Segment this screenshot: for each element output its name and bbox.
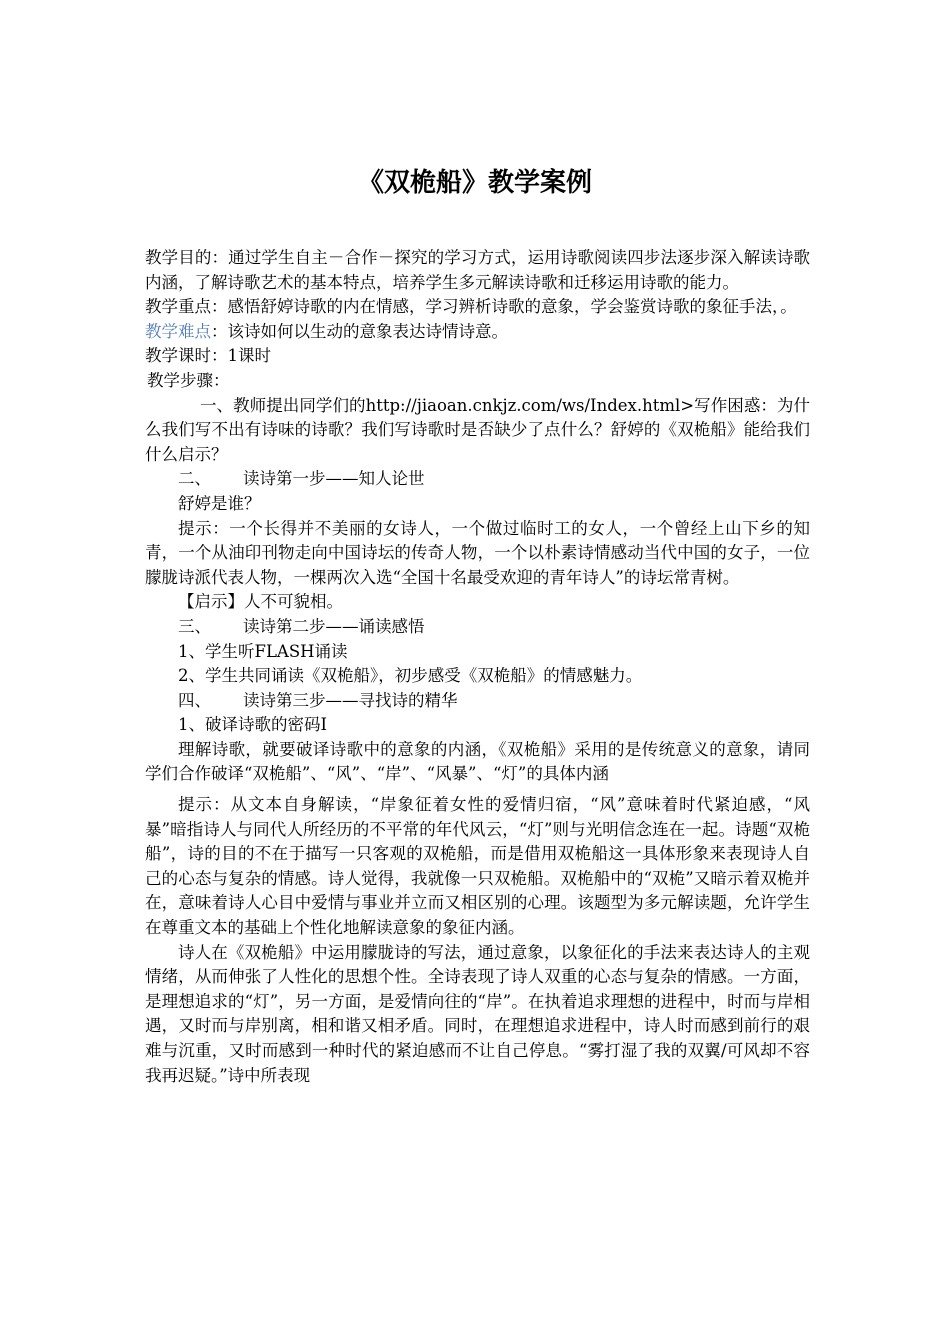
teaching-key-point: 教学重点：感悟舒婷诗歌的内在情感，学习辨析诗歌的意象，学会鉴赏诗歌的象征手法，。 (145, 297, 797, 317)
step-4-number: 四、 (178, 690, 211, 710)
decode-paragraph: 理解诗歌，就要破译诗歌中的意象的内涵，《双桅船》采用的是传统意义的意象，请同学们合作破译“双桅船”、“风”、“岸”、“风暴”、“灯”的具体内涵 (145, 739, 810, 784)
insight-line: 【启示】人不可貌相。 (178, 592, 343, 612)
poet-paragraph: 诗人在《双桅船》中运用朦胧诗的写法，通过意象，以象征化的手法来表达诗人的主观情绪，从而伸张了人性化的思想个性。全诗表现了诗人双重的心态与复杂的情感。一方面，是理想追求的“灯”，另一方面，是爱情向往的“岸”。在执着追求理想的进程中，时而与岸相遇，又时而与岸别离，相和谐又相矛盾。同时，在理想追求进程中，诗人时而感到前行的艰难与沉重，又时而感到一种时代的紧迫感而不让自己停息。“雾打湿了我的双翼/可风却不容我再迟疑。”诗中所表现 (145, 942, 810, 1085)
difficulty-label[interactable]: 教学难点 (145, 321, 211, 341)
who-question: 舒婷是谁？ (178, 493, 261, 513)
teaching-difficulty (145, 320, 810, 345)
step-2-heading (145, 467, 810, 492)
step-3-number: 三、 (178, 616, 211, 636)
teaching-goal: 教学目的：通过学生自主－合作－探究的学习方式，运用诗歌阅读四步法逐步深入解读诗歌内涵，了解诗歌艺术的基本特点，培养学生多元解读诗歌和迁移运用诗歌的能力。 (145, 248, 810, 292)
step-3-heading (145, 615, 810, 640)
hint-1-paragraph: 提示：一个长得并不美丽的女诗人，一个做过临时工的女人，一个曾经上山下乡的知青，一个从油印刊物走向中国诗坛的传奇人物，一个以朴素诗情感动当代中国的女子，一位朦胧诗派代表人物，一棵两次入选“全国十名最受欢迎的青年诗人”的诗坛常青树。 (145, 518, 810, 587)
step-2-title: 读诗第一步——知人论世 (243, 469, 425, 489)
teaching-steps-label: 教学步骤： (147, 370, 230, 390)
step-3-item-1: 1、学生听FLASH诵读 (178, 641, 348, 661)
step-3-item-2: 2、学生共同诵读《双桅船》，初步感受《双桅船》的情感魅力。 (178, 666, 643, 686)
step-1-paragraph: 一、教师提出同学们的http://jiaoan.cnkjz.com/ws/Index.html>写作困惑：为什么我们写不出有诗味的诗歌？我们写诗歌时是否缺少了点什么？舒婷的《双桅船》能给我们什么启示？ (145, 395, 810, 464)
step-4-title: 读诗第三步——寻找诗的精华 (243, 690, 458, 710)
step-4-heading (145, 689, 810, 714)
document-title: 《双桅船》教学案例 (357, 168, 592, 198)
teaching-hours: 教学课时：1课时 (145, 346, 271, 366)
document-body (145, 246, 810, 1088)
step-3-title: 读诗第二步——诵读感悟 (243, 616, 425, 636)
difficulty-text: ：该诗如何以生动的意象表达诗情诗意。 (211, 321, 508, 341)
step-4-item-1: 1、破译诗歌的密码Ⅰ (178, 715, 328, 735)
step-2-number: 二、 (178, 469, 211, 489)
hint-2-paragraph: 提示：从文本自身解读，“岸象征着女性的爱情归宿，“风”意味着时代紧迫感，“风暴”暗指诗人与同代人所经历的不平常的年代风云，“灯”则与光明信念连在一起。诗题“双桅船”，诗的目的不在于描写一只客观的双桅船，而是借用双桅船这一具体形象来表现诗人自己的心态与复杂的情感。诗人觉得，我就像一只双桅船。双桅船中的“双桅”又暗示着双桅并在，意味着诗人心目中爱情与事业并立而又相区别的心理。该题型为多元解读题，允许学生在尊重文本的基础上个性化地解读意象的象征内涵。 (145, 795, 810, 938)
